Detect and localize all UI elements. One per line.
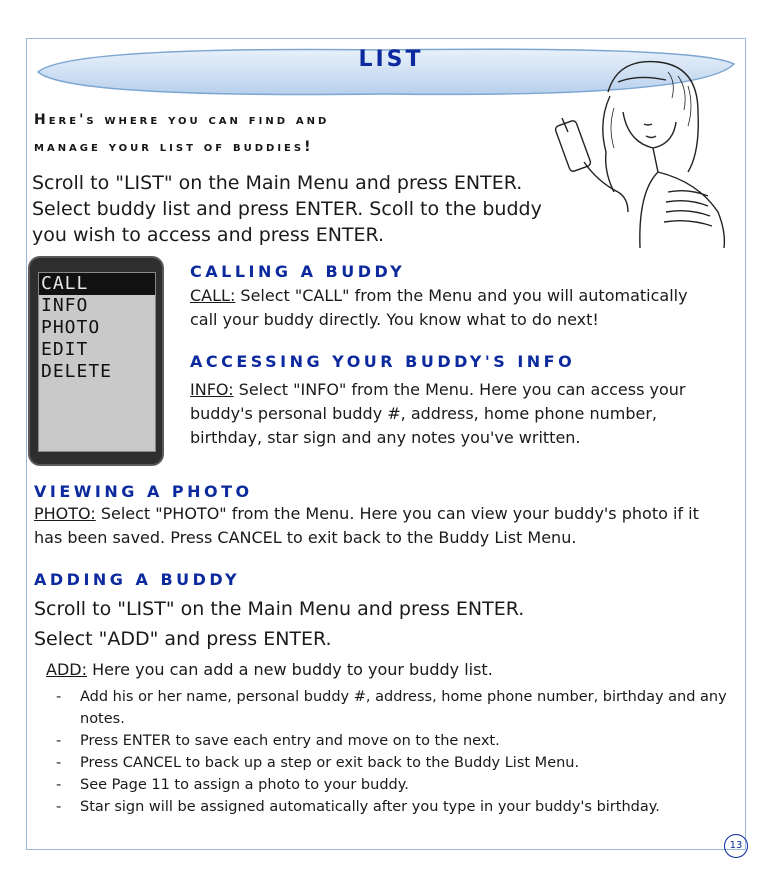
list-item: - Star sign will be assigned automatically after you type in your buddy's birthday. <box>30 796 730 818</box>
phone-menu <box>38 272 156 452</box>
phone-screen <box>30 258 162 464</box>
calling-body: Select "CALL" from the Menu and you will automatically call your buddy directly. You know what to do next! <box>190 286 688 329</box>
menu-item-photo[interactable]: PHOTO <box>41 317 101 338</box>
menu-item-edit[interactable]: EDIT <box>41 339 89 360</box>
add-steps-list <box>30 686 730 818</box>
menu-item-info[interactable]: INFO <box>41 295 89 316</box>
girl-on-phone-illustration <box>548 52 738 252</box>
list-item: - Press ENTER to save each entry and move on to the next. <box>30 730 730 752</box>
add-text <box>46 658 726 682</box>
menu-item-call[interactable]: CALL <box>39 273 155 295</box>
photo-term: PHOTO: <box>34 504 96 523</box>
photo-text <box>34 502 724 550</box>
add-term: ADD: <box>46 660 87 679</box>
list-item: - Press CANCEL to back up a step or exit back to the Buddy List Menu. <box>30 752 730 774</box>
heading-calling: CALLING A BUDDY <box>190 262 406 281</box>
add-body: Here you can add a new buddy to your buddy list. <box>86 660 493 679</box>
menu-item-delete[interactable]: DELETE <box>41 361 113 382</box>
adding-line-2: Select "ADD" and press ENTER. <box>34 628 332 650</box>
heading-info: ACCESSING YOUR BUDDY'S INFO <box>190 352 576 371</box>
calling-text <box>190 284 720 332</box>
info-text <box>190 378 720 450</box>
photo-body: Select "PHOTO" from the Menu. Here you can view your buddy's photo if it has been saved. Press CANCEL to exit back to the Buddy List Menu. <box>34 504 699 547</box>
intro-text: Scroll to "LIST" on the Main Menu and press ENTER. Select buddy list and press ENTER. Scoll to the buddy you wish to access and press ENTER. <box>32 172 542 246</box>
adding-line-1: Scroll to "LIST" on the Main Menu and press ENTER. <box>34 598 525 620</box>
kicker-line-2: manage your list of buddies! <box>34 139 314 155</box>
list-item: - Add his or her name, personal buddy #, address, home phone number, birthday and any notes. <box>30 686 730 730</box>
kicker-line-1: Here's where you can find and <box>34 112 330 128</box>
list-item: - See Page 11 to assign a photo to your buddy. <box>30 774 730 796</box>
info-body: Select "INFO" from the Menu. Here you can access your buddy's personal buddy #, address, home phone number, birthday, star sign and any notes you've written. <box>190 380 686 447</box>
page-number: 13 <box>724 834 748 858</box>
page-title: LIST <box>358 47 424 72</box>
info-term: INFO: <box>190 380 234 399</box>
calling-term: CALL: <box>190 286 236 305</box>
heading-adding: ADDING A BUDDY <box>34 570 241 589</box>
heading-photo: VIEWING A PHOTO <box>34 482 253 501</box>
